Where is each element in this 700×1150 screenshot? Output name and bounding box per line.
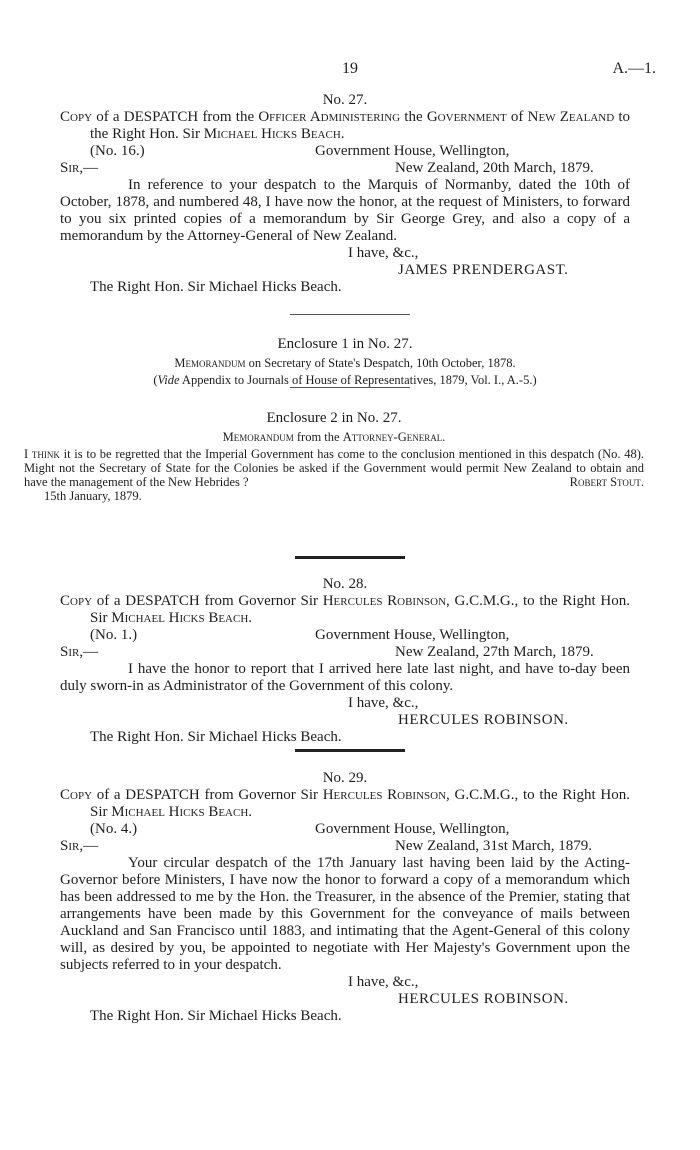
- enclosure-line: [60, 373, 630, 387]
- memo-text: from the: [293, 430, 343, 444]
- addressee: The Right Hon. Sir Michael Hicks Beach.: [90, 729, 342, 745]
- addressee: The Right Hon. Sir Michael Hicks Beach.: [90, 1008, 342, 1024]
- enclosure-heading: Enclosure 2 in No. 27.: [266, 410, 402, 426]
- title-recipient: Michael Hicks Beach.: [203, 126, 345, 142]
- despatch-ref: (No. 1.): [90, 627, 138, 643]
- memo-opening: I think: [24, 447, 60, 461]
- despatch-date: New Zealand, 27th March, 1879.: [395, 644, 594, 660]
- signature: HERCULES ROBINSON.: [398, 991, 569, 1007]
- ref-row: [60, 821, 630, 838]
- closing: I have, &c.,: [348, 974, 419, 990]
- closing: I have, &c.,: [348, 245, 419, 261]
- memo-author: Attorney-General.: [342, 430, 446, 444]
- title-copy: Copy: [60, 593, 93, 609]
- title-recipient: Michael Hicks Beach.: [111, 804, 253, 820]
- salutation: Sir,—: [60, 644, 99, 660]
- signature: JAMES PRENDERGAST.: [398, 262, 569, 278]
- title-recipient: Michael Hicks Beach.: [111, 610, 253, 626]
- despatch-body: I have the honor to report that I arrived here late last night, and have to-day been duly sworn-in as Administrator of the Government of this colony.: [60, 661, 630, 694]
- title-text: , G.C.M.G., to the Right Hon. Sir: [90, 787, 630, 820]
- title-copy: Copy: [60, 109, 93, 125]
- enclosure-line: [60, 356, 630, 370]
- vide-word: Vide: [157, 373, 180, 387]
- despatch-body: Your circular despatch of the 17th January last having been laid by the Acting-Governor before Ministers, I have now the honor to forward a copy of a memorandum which has been addressed to me by the Hon. the Treasurer, in the absence of the Premier, stating that arrangements have been made by this Government for the conveyance of mails between Auckland and San Francisco until 1883, and intimating that the Agent-General of this colony will, as desired by you, be appointed to negotiate with Her Majesty's Government upon the subjects referred to in your despatch.: [60, 855, 630, 973]
- title-sender: Hercules Robinson: [322, 593, 447, 609]
- despatch-date: New Zealand, 20th March, 1879.: [395, 160, 594, 176]
- memo-signature-row: [24, 475, 644, 489]
- addressee: The Right Hon. Sir Michael Hicks Beach.: [90, 279, 342, 295]
- title-government: Government: [426, 109, 507, 125]
- title-text: , G.C.M.G., to the Right Hon. Sir: [90, 593, 630, 626]
- despatch-date: New Zealand, 31st March, 1879.: [395, 838, 593, 854]
- despatch-number: No. 27.: [322, 92, 368, 108]
- memo-text: it is to be regretted that the Imperial Government has come to the conclusion mentioned in this despatch (No. 48). Might not the Secretary of State for the Colonies be asked if the Government would permit New Zealand to obtain and have the management of the New Hebrides ?: [24, 447, 644, 489]
- despatch-29: [60, 770, 630, 1025]
- title-text: of: [506, 109, 528, 125]
- despatch-title: [60, 109, 630, 143]
- despatch-title: [60, 593, 630, 627]
- despatch-28: [60, 576, 630, 746]
- signature: HERCULES ROBINSON.: [398, 712, 569, 728]
- title-text: of a DESPATCH from the: [92, 109, 259, 125]
- enclosure-2: [24, 410, 644, 503]
- paper-code: A.—1.: [612, 60, 656, 77]
- salutation-row: [60, 644, 630, 661]
- ref-row: [60, 627, 630, 644]
- salutation: Sir,—: [60, 160, 99, 176]
- memo-label: Memorandum: [174, 356, 246, 370]
- title-copy: Copy: [60, 787, 93, 803]
- despatch-place: Government House, Wellington,: [315, 627, 510, 643]
- despatch-number: No. 28.: [322, 576, 368, 592]
- despatch-body: In reference to your despatch to the Marquis of Normanby, dated the 10th of October, 1878, and numbered 48, I have now the honor, at the request of Ministers, to forward to you six printed copies of a memorandum by Sir George Grey, and also a copy of a memorandum by the Attorney-General of New Zealand.: [60, 177, 630, 244]
- appendix-ref: Appendix to Journals of House of Representatives, 1879, Vol. I., A.-5.): [179, 373, 537, 387]
- despatch-place: Government House, Wellington,: [315, 143, 510, 159]
- title-text: the: [400, 109, 427, 125]
- despatch-ref: (No. 4.): [90, 821, 138, 837]
- enclosure-subheading: [24, 430, 644, 444]
- salutation-row: [60, 160, 630, 177]
- salutation-row: [60, 838, 630, 855]
- ref-row: [60, 143, 630, 160]
- memo-text: on Secretary of State's Despatch, 10th October, 1878.: [245, 356, 516, 370]
- despatch-ref: (No. 16.): [90, 143, 145, 159]
- page-number: 19: [342, 60, 358, 77]
- despatch-place: Government House, Wellington,: [315, 821, 510, 837]
- memo-label: Memorandum: [222, 430, 294, 444]
- salutation: Sir,—: [60, 838, 99, 854]
- closing: I have, &c.,: [348, 695, 419, 711]
- memo-signature: Robert Stout.: [569, 475, 644, 489]
- despatch-27: [60, 92, 630, 296]
- title-new-zealand: New Zealand: [527, 109, 615, 125]
- despatch-number: No. 29.: [322, 770, 368, 786]
- title-sender: Hercules Robinson: [322, 787, 447, 803]
- title-text: to the Right Hon. Sir: [90, 109, 631, 142]
- title-officer: Officer Administering: [258, 109, 401, 125]
- title-text: of a DESPATCH from Governor Sir: [92, 787, 323, 803]
- enclosure-heading: Enclosure 1 in No. 27.: [277, 336, 413, 352]
- title-text: of a DESPATCH from Governor Sir: [92, 593, 323, 609]
- memo-date: 15th January, 1879.: [44, 489, 142, 503]
- enclosure-1: [60, 336, 630, 387]
- paren: (: [153, 373, 158, 387]
- despatch-title: [60, 787, 630, 821]
